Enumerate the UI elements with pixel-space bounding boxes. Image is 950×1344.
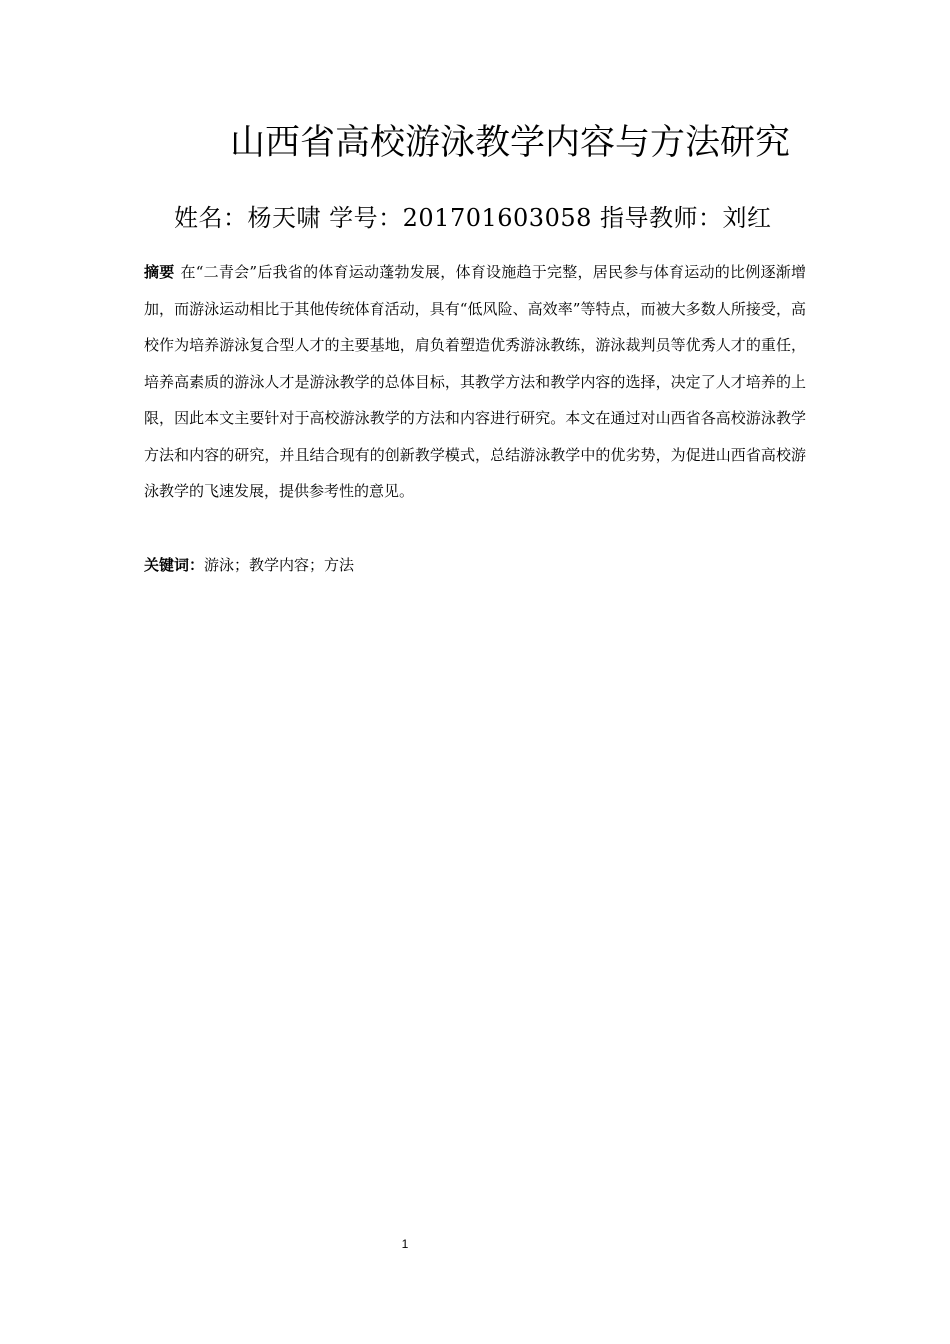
advisor-name: 刘红 — [722, 204, 772, 232]
keywords-line — [144, 550, 354, 581]
abstract-paragraph — [144, 254, 806, 510]
author-name: 杨天啸 — [247, 204, 321, 232]
keywords-label: 关键词： — [144, 556, 205, 574]
author-info-line — [174, 200, 772, 236]
advisor-label: 指导教师： — [600, 204, 723, 232]
abstract-text: 在“二青会”后我省的体育运动蓬勃发展，体育设施趋于完整，居民参与体育运动的比例逐渐增加，而游泳运动相比于其他传统体育活动，具有“低风险、高效率”等特点，而被大多数人所接受，高校作为培养游泳复合型人才的主要基地，肩负着塑造优秀游泳教练，游泳裁判员等优秀人才的重任，培养高素质的游泳人才是游泳教学的总体目标，其教学方法和教学内容的选择，决定了人才培养的上限，因此本文主要针对于高校游泳教学的方法和内容进行研究。本文在通过对山西省各高校游泳教学方法和内容的研究，并且结合现有的创新教学模式，总结游泳教学中的优劣势，为促进山西省高校游泳教学的飞速发展，提供参考性的意见。 — [144, 263, 806, 500]
student-id: 201701603058 — [402, 204, 592, 232]
keywords-value: 游泳；教学内容；方法 — [204, 556, 355, 574]
student-id-label: 学号： — [329, 204, 403, 232]
page-number: 1 — [401, 1237, 409, 1251]
abstract-label: 摘要 — [144, 263, 175, 281]
paper-title: 山西省高校游泳教学内容与方法研究 — [230, 123, 791, 163]
name-label: 姓名： — [174, 204, 248, 232]
